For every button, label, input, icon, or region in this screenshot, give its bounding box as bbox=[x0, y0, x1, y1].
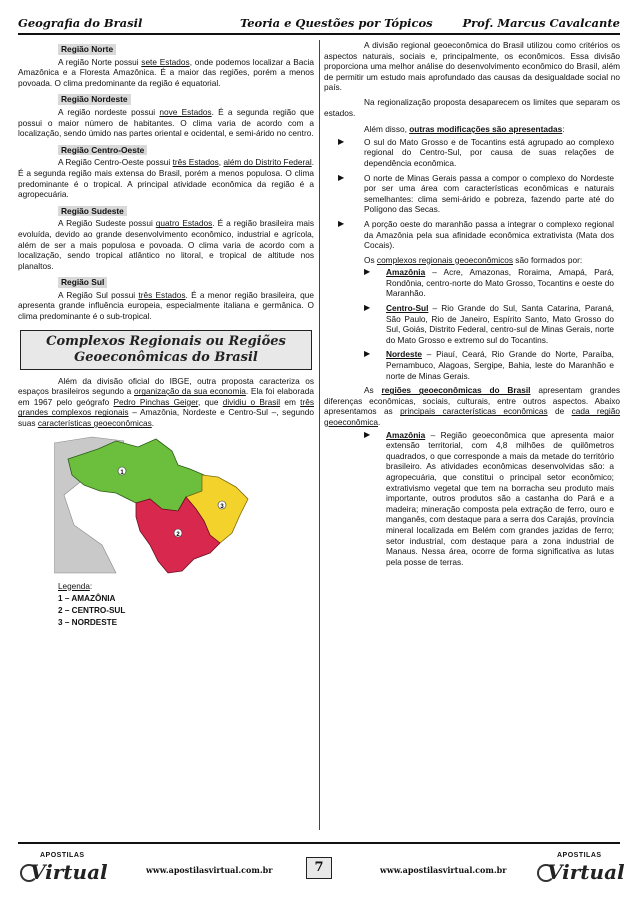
complexos-list bbox=[324, 267, 620, 381]
footer-url-right[interactable]: www.apostilasvirtual.com.br bbox=[380, 865, 507, 875]
left-column bbox=[18, 40, 314, 629]
list-item: ▶ Amazônia – Região geoeconômica que apresenta maior extensão territorial, com 4,8 milhões de quilômetros quadrados, o que corresponde a mais da metade do território brasileiro. As atividades econômicas desenvolvidas são: a agropecuária, que constitui o principal setor econômico; extrativismo vegetal que tem na borracha seu produto mais importante, outros produtos são a castanha do Pará e a madeira; mineração composta pela extração de ferro, ouro e manganês, com destaque para a serra dos Carajás, província mineral localizada em Belém com grandes jazidas de ferro; setor industrial, com destaque para a zona industrial de Manaus. Nessa área, ocorre de forma significativa as lutas pela posse de terras. bbox=[364, 429, 614, 567]
list-item: ▶ Nordeste – Piauí, Ceará, Rio Grande do Norte, Paraíba, Pernambuco, Alagoas, Sergipe, Bahia, leste do Maranhão e norte de Minas Gerais. bbox=[364, 349, 614, 381]
map-label-1: 1 bbox=[120, 469, 124, 476]
nordeste-title: Região Nordeste bbox=[58, 94, 131, 105]
map-legend bbox=[58, 581, 314, 629]
sudeste-paragraph: A Região Sudeste possui quatro Estados. É a região brasileira mais evoluída, devido ao grande desenvolvimento econômico, industrial e agrícola, além de ser a mais populosa e povoada. O clima varia de acordo com a localização, sendo tropical atlântico no litoral, e tropical de altitude nos planaltos. bbox=[18, 218, 314, 271]
header-book-title: Teoria e Questões por Tópicos bbox=[240, 16, 433, 30]
column-divider bbox=[319, 40, 320, 830]
page-number: 7 bbox=[306, 857, 332, 879]
sul-paragraph: A Região Sul possui três Estados. É a menor região brasileira, que apresenta grande influência europeia, especialmente italiana e germânica. O clima predominante é o sub-tropical. bbox=[18, 289, 314, 322]
arrow-bullet-icon: ▶ bbox=[338, 136, 345, 146]
list-item: ▶ O sul do Mato Grosso e de Tocantins está agrupado ao complexo regional do Centro-Sul, por causa de suas relações de dependência econômica. bbox=[338, 136, 614, 168]
limites-paragraph: Na regionalização proposta desaparecem os limites que separam os estados. bbox=[324, 96, 620, 118]
arrow-bullet-icon: ▶ bbox=[338, 218, 345, 228]
apostilas-virtual-logo: APOSTILAS Virtual bbox=[535, 852, 620, 886]
brazil-geoeconomic-map bbox=[54, 435, 254, 575]
page-header bbox=[18, 14, 620, 36]
arrow-bullet-icon: ▶ bbox=[364, 349, 371, 359]
list-item: ▶ O norte de Minas Gerais passa a compor o complexo do Nordeste por ser uma área com características econômicas e naturais semelhantes: clima semi-árido e pobreza, fazendo parte até do Polígono das Secas. bbox=[338, 172, 614, 215]
page-footer bbox=[18, 842, 625, 892]
header-author: Prof. Marcus Cavalcante bbox=[462, 16, 620, 30]
legend-item-1: 1 – AMAZÔNIA bbox=[58, 593, 116, 603]
amazonia-characteristics-list bbox=[324, 430, 620, 568]
right-column bbox=[324, 40, 620, 571]
legend-title: Legenda: bbox=[58, 581, 93, 591]
list-item: ▶ Centro-Sul – Rio Grande do Sul, Santa Catarina, Paraná, São Paulo, Rio de Janeiro, Espírito Santo, Mato Grosso do Sul, Goiás, Distrito Federal, centro-sul de Minas Gerais, norte do Mato Grosso e extremo sul do Tocantins. bbox=[364, 303, 614, 345]
centro-oeste-title: Região Centro-Oeste bbox=[58, 145, 147, 156]
complexos-intro-paragraph: Além da divisão oficial do IBGE, outra proposta caracteriza os espaços brasileiros segundo a organização da sua economia. Ela foi elaborada em 1967 pelo geógrafo Pedro Pinchas Geiger, que dividiu o Brasil em três grandes complexos regionais – Amazônia, Nordeste e Centro-Sul –, segundo suas características geoeconômicas. bbox=[18, 375, 315, 429]
sudeste-title: Região Sudeste bbox=[58, 206, 127, 217]
map-label-2: 2 bbox=[176, 531, 180, 538]
legend-item-3: 3 – NORDESTE bbox=[58, 617, 118, 627]
divisao-paragraph: A divisão regional geoeconômica do Brasil utilizou como critérios os aspectos naturais, sociais e, principalmente, os econômicos. Essa divisão proporciona uma melhor análise do desenvolvimento econômico do Brasil, além de permitir um estudo mais aprofundado das causas da desigualdade social no país. bbox=[324, 40, 620, 93]
complexos-formados-paragraph: Os complexos regionais geoeconômicos são formados por: bbox=[364, 254, 583, 265]
diferencas-paragraph: As regiões geoeconômicas do Brasil apresentam grandes diferenças econômicas, sociais, culturais, entre outros aspectos. Abaixo apresentamos as principais características econômicas de cada região geoeconômica. bbox=[324, 385, 620, 427]
arrow-bullet-icon: ▶ bbox=[364, 303, 371, 313]
nordeste-paragraph: A região nordeste possui nove Estados. É a segunda região que possui o maior número de habitantes. O clima varia de acordo com a localização, sendo úmido nas partes oriental e ocidental, e semi-árido no centro. bbox=[18, 106, 314, 139]
footer-url-left[interactable]: www.apostilasvirtual.com.br bbox=[146, 865, 273, 875]
modificacoes-list bbox=[324, 137, 620, 251]
modificacoes-intro: Além disso, outras modificações são apresentadas: bbox=[364, 124, 565, 135]
map-label-3: 3 bbox=[220, 503, 224, 510]
arrow-bullet-icon: ▶ bbox=[364, 267, 371, 277]
centro-oeste-paragraph: A Região Centro-Oeste possui três Estados, além do Distrito Federal. É a segunda região mais extensa do Brasil, porém a menos populosa. O clima predominante é o tropical. A principal atividade econômica da região é a agropecuária. bbox=[18, 157, 314, 200]
norte-title: Região Norte bbox=[58, 44, 116, 55]
apostilas-virtual-logo: APOSTILAS Virtual bbox=[18, 852, 103, 886]
arrow-bullet-icon: ▶ bbox=[338, 172, 345, 182]
norte-paragraph: A região Norte possui sete Estados, onde podemos localizar a Bacia Amazônica e a Floresta Amazônica. É a maior das regiões, porém a menos povoada. O clima predominante da região é equatorial. bbox=[18, 56, 314, 88]
sul-title: Região Sul bbox=[58, 277, 107, 288]
list-item: ▶ A porção oeste do maranhão passa a integrar o complexo regional da Amazônia pela sua afinidade econômica extrativista (Mata dos Cocais). bbox=[338, 218, 614, 251]
map-svg bbox=[54, 435, 254, 575]
list-item: ▶ Amazônia – Acre, Amazonas, Roraima, Amapá, Pará, Rondônia, centro-norte do Mato Grosso, Tocantins e oeste do Maranhão. bbox=[364, 267, 614, 299]
header-subject: Geografia do Brasil bbox=[18, 16, 143, 30]
section-banner: Complexos Regionais ou Regiões Geoeconômicas do Brasil bbox=[20, 330, 312, 370]
header-rule bbox=[18, 33, 620, 35]
legend-item-2: 2 – CENTRO-SUL bbox=[58, 605, 126, 615]
arrow-bullet-icon: ▶ bbox=[364, 429, 371, 439]
footer-rule bbox=[18, 842, 620, 844]
